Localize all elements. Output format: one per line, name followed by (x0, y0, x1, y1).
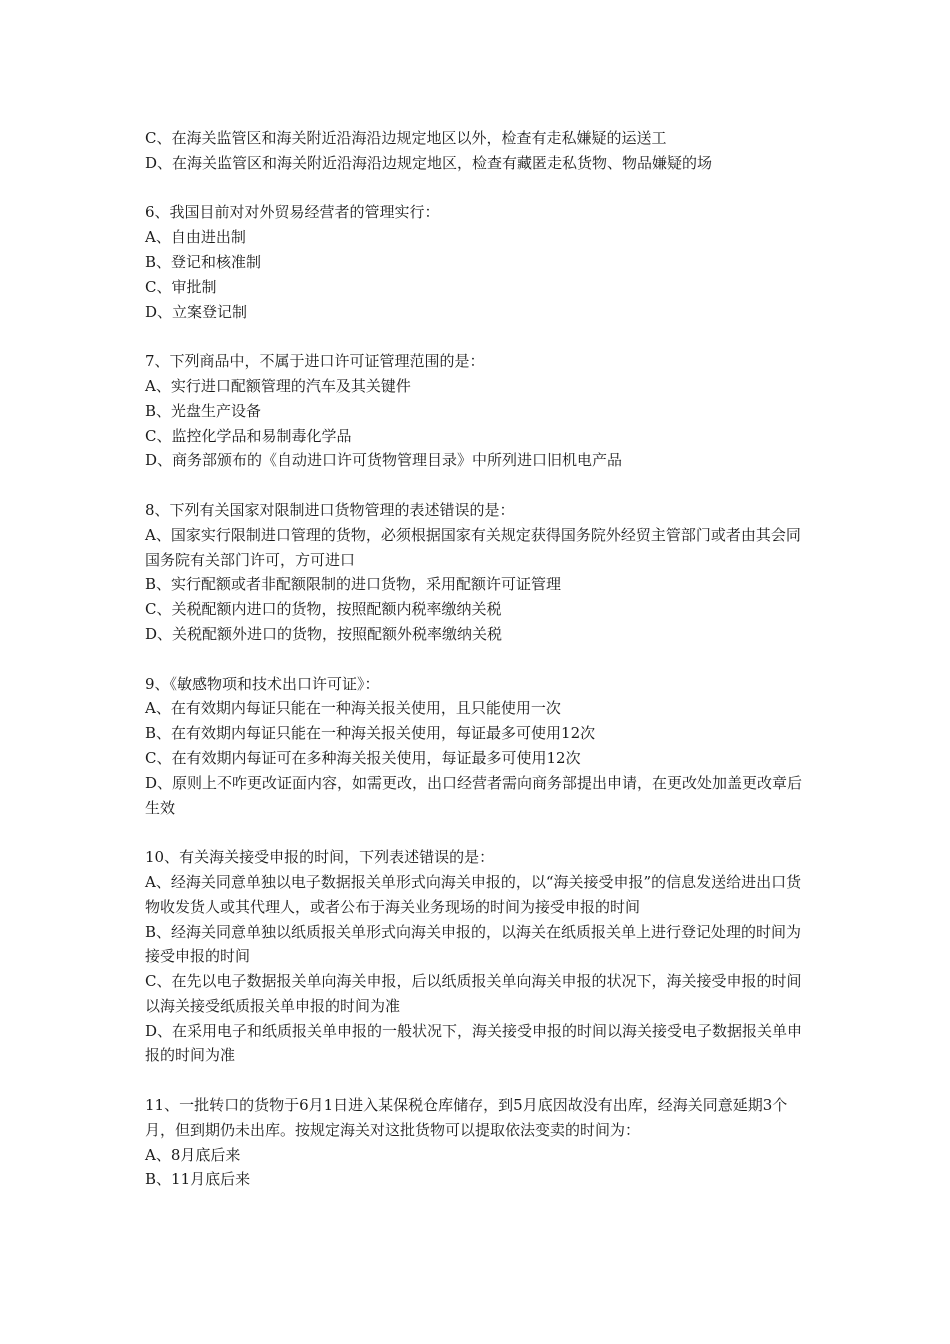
question-10-option-c: C、在先以电子数据报关单向海关申报，后以纸质报关单向海关申报的状况下，海关接受申报的时间以海关接受纸质报关单申报的时间为准 (145, 972, 802, 1015)
question-10-option-d: D、在采用电子和纸质报关单申报的一般状况下，海关接受申报的时间以海关接受电子数据报关单申报的时间为准 (145, 1021, 803, 1065)
question-8-option-a: A、国家实行限制进口管理的货物，必须根据国家有关规定获得国务院外经贸主管部门或者由其会同国务院有关部门许可，方可进口 (145, 525, 801, 569)
question-7-option-c: C、监控化学品和易制毒化学品 (145, 426, 352, 445)
question-8-option-b: B、实行配额或者非配额限制的进口货物，采用配额许可证管理 (145, 575, 562, 594)
question-7-option-b: B、光盘生产设备 (145, 401, 262, 420)
question-5-option-c: C、在海关监管区和海关附近沿海沿边规定地区以外，检查有走私嫌疑的运送工 (145, 129, 667, 147)
question-9-option-d: D、原则上不咋更改证面内容，如需更改，出口经营者需向商务部提出申请，在更改处加盖更改章后生效 (145, 773, 803, 817)
question-7-option-d: D、商务部颁布的《自动进口许可货物管理目录》中所列进口旧机电产品 (145, 451, 623, 470)
question-8-option-c: C、关税配额内进口的货物，按照配额内税率缴纳关税 (145, 600, 502, 619)
question-6-option-b: B、登记和核准制 (145, 252, 262, 271)
question-6-text: 6、我国目前对对外贸易经营者的管理实行： (145, 203, 440, 222)
question-9-option-b: B、在有效期内每证只能在一种海关报关使用，每证最多可使用12次 (145, 724, 596, 743)
question-11-option-b: B、11月底后来 (145, 1170, 251, 1189)
question-8-text: 8、下列有关国家对限制进口货物管理的表述错误的是： (145, 500, 515, 519)
question-7-option-a: A、实行进口配额管理的汽车及其关键件 (145, 376, 411, 395)
question-6-block (145, 200, 810, 324)
document-page (145, 126, 810, 1192)
question-10-option-a: A、经海关同意单独以电子数据报关单形式向海关申报的，以“海关接受申报”的信息发送给进出口货物收发货人或其代理人，或者公布于海关业务现场的时间为接受申报的时间 (145, 872, 802, 916)
question-11-block (145, 1093, 810, 1192)
question-8-option-d: D、关税配额外进口的货物，按照配额外税率缴纳关税 (145, 624, 503, 643)
question-6-option-d: D、立案登记制 (145, 302, 248, 321)
question-5-block (145, 126, 810, 176)
question-10-block (145, 845, 810, 1068)
question-9-text: 9、《敏感物项和技术出口许可证》： (145, 674, 380, 693)
question-7-text: 7、下列商品中，不属于进口许可证管理范围的是： (145, 352, 485, 371)
question-9-option-c: C、在有效期内每证可在多种海关报关使用，每证最多可使用12次 (145, 748, 581, 767)
question-10-option-b: B、经海关同意单独以纸质报关单形式向海关申报的，以海关在纸质报关单上进行登记处理的时间为接受申报的时间 (145, 922, 802, 966)
question-10-text: 10、有关海关接受申报的时间，下列表述错误的是： (145, 848, 495, 867)
question-9-option-a: A、在有效期内每证只能在一种海关报关使用，且只能使用一次 (145, 699, 561, 718)
question-9-block (145, 672, 810, 821)
question-8-block (145, 498, 810, 647)
question-6-option-c: C、审批制 (145, 277, 217, 296)
question-11-option-a: A、8月底后来 (145, 1145, 241, 1164)
question-7-block (145, 349, 810, 473)
question-6-option-a: A、自由进出制 (145, 228, 246, 247)
question-11-text: 11、一批转口的货物于6月1日进入某保税仓库储存，到5月底因故没有出库，经海关同意延期3个月，但到期仍未出库。按规定海关对这批货物可以提取依法变卖的时间为： (145, 1096, 788, 1139)
question-5-option-d: D、在海关监管区和海关附近沿海沿边规定地区，检查有藏匿走私货物、物品嫌疑的场 (145, 153, 713, 172)
